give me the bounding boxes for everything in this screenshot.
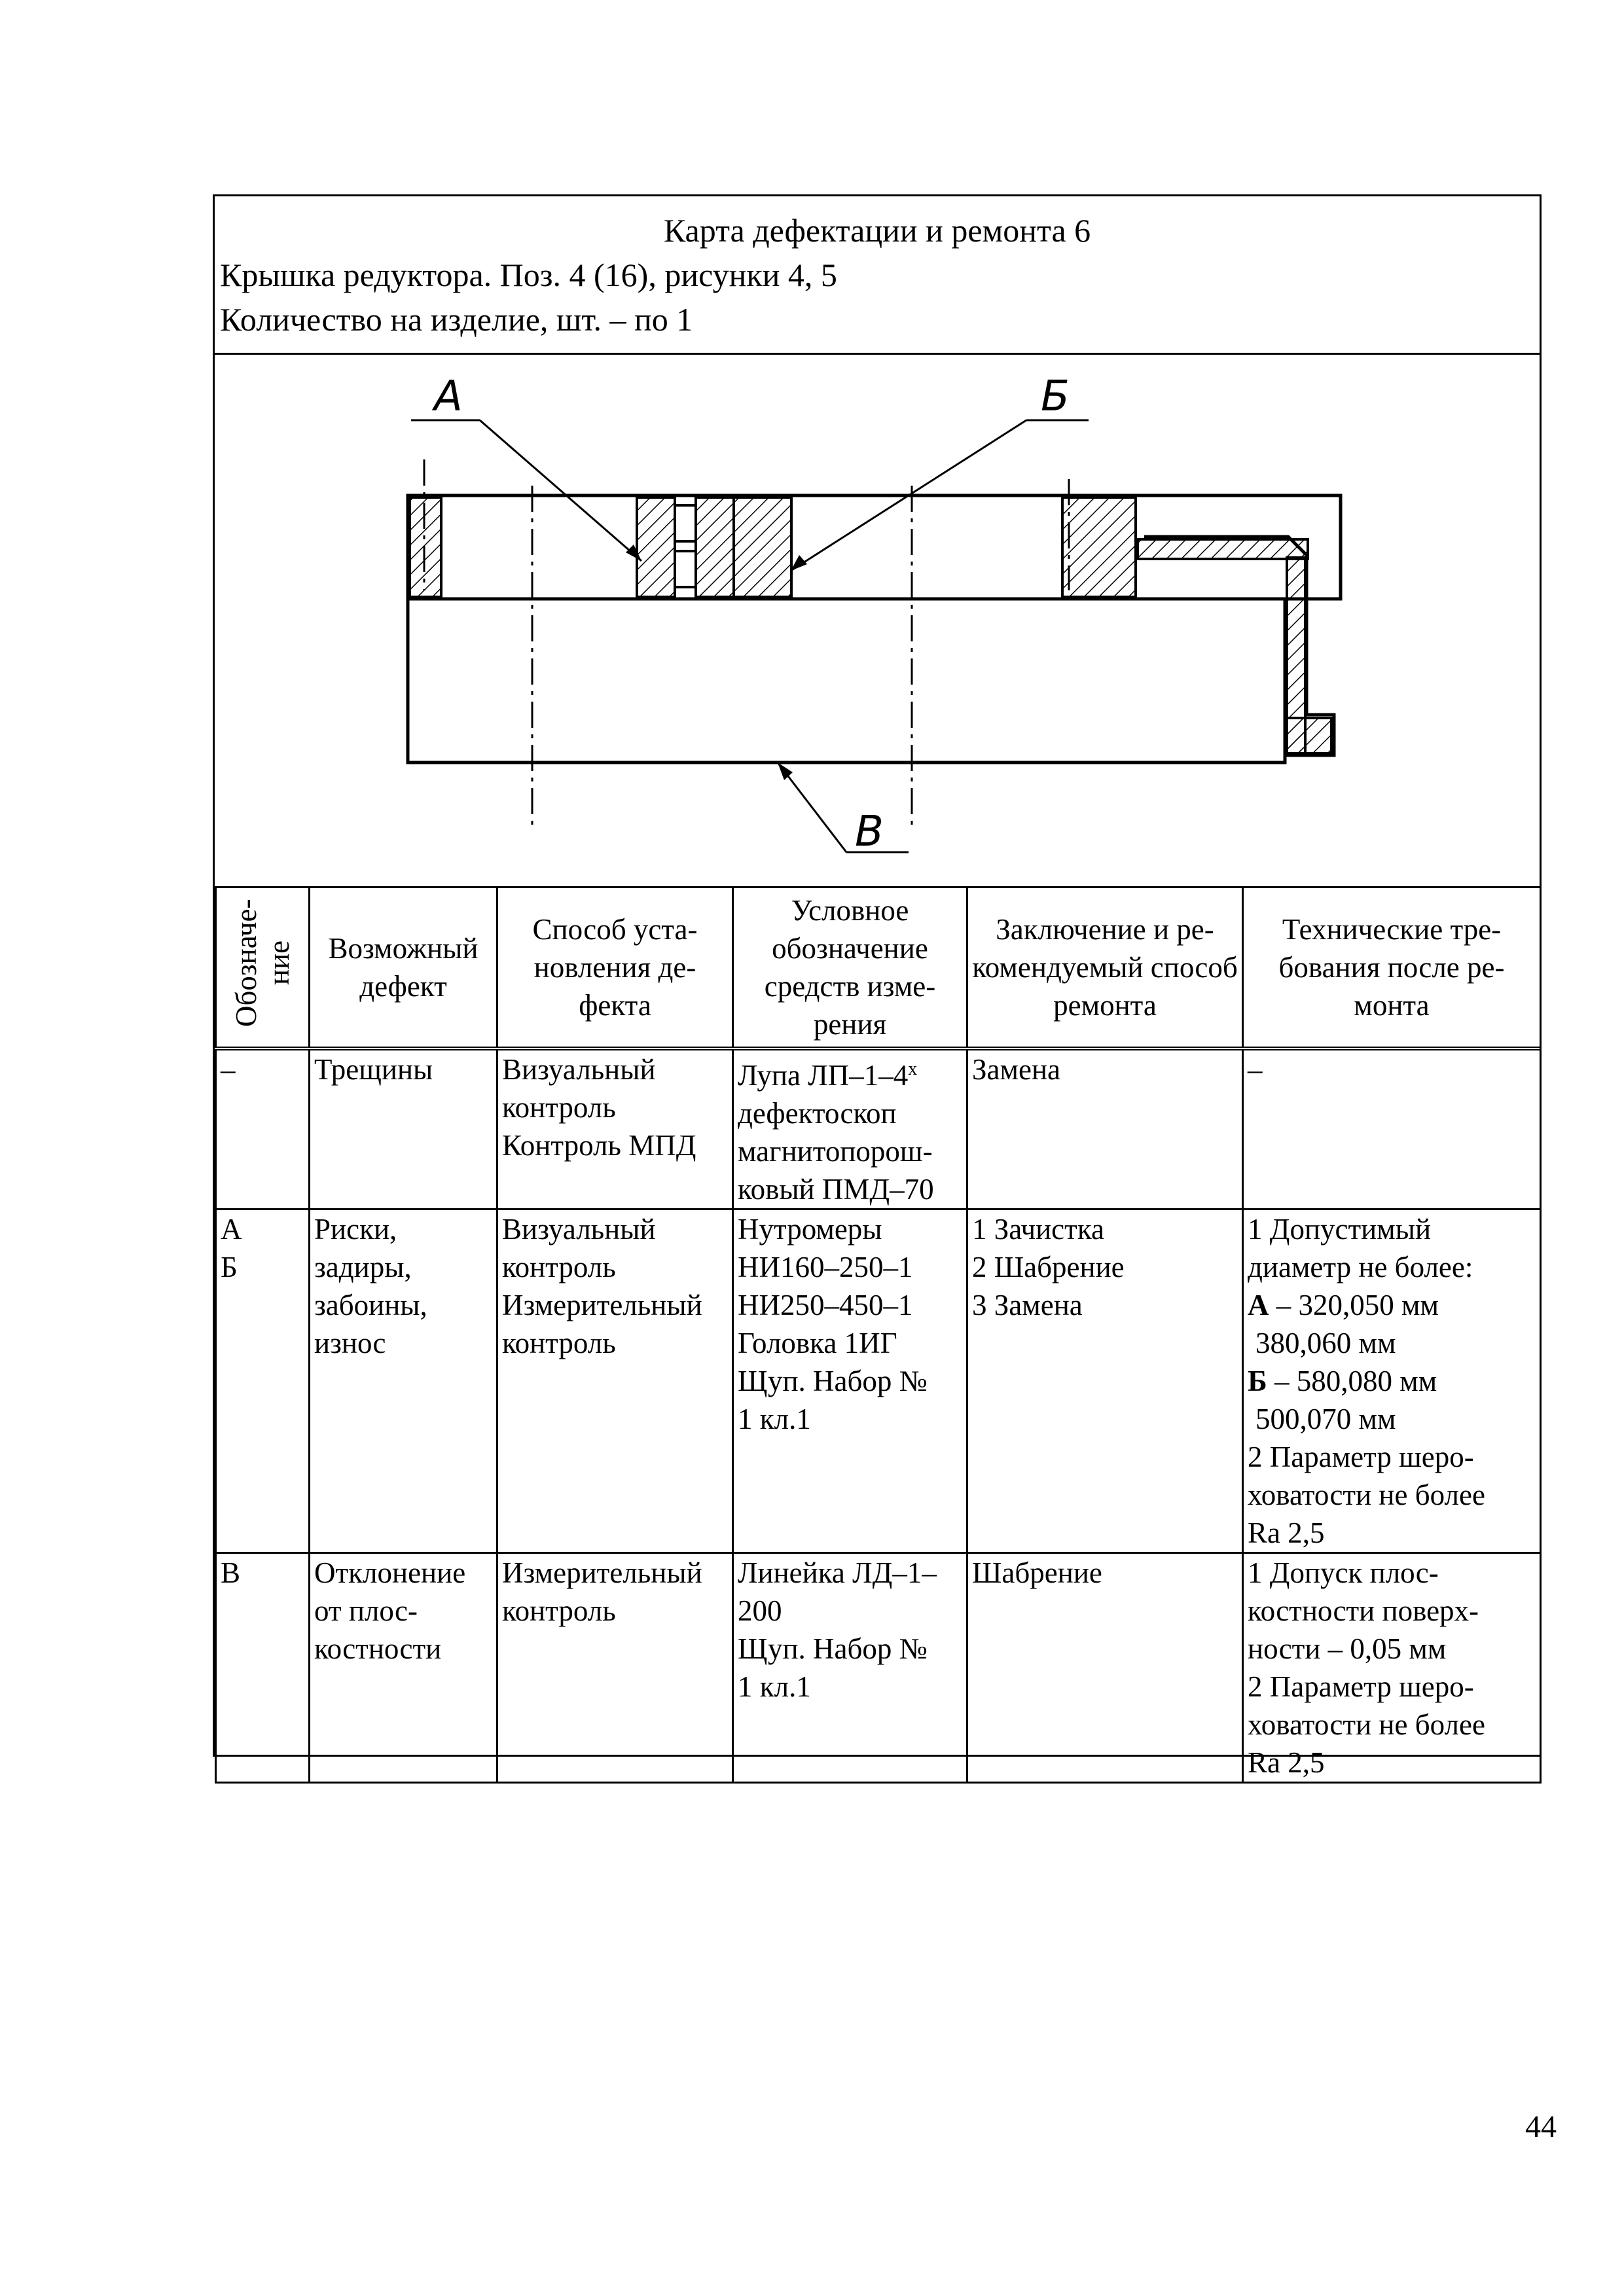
drawing-label-v: В xyxy=(855,808,884,856)
cell-method: Визуальный контроль Измерительный контроль xyxy=(497,1210,733,1553)
header-defect: Возможный дефект xyxy=(310,888,497,1049)
cell-tools: Линейка ЛД–1– 200 Щуп. Набор № 1 кл.1 xyxy=(733,1553,967,1783)
cell-method: Визуальный контроль Контроль МПД xyxy=(497,1049,733,1210)
drawing-label-b: Б xyxy=(1041,372,1070,421)
cell-requirements: 1 Допустимый диаметр не более: А – 320,050 мм 380,060 мм Б – 580,080 мм 500,070 мм 2 Параметр шеро- ховатости не более Ra 2,5 xyxy=(1243,1210,1541,1553)
header-tools: Условное обозначение средств изме-рения xyxy=(733,888,967,1049)
table-row xyxy=(216,1210,1541,1553)
cell-designation: В xyxy=(216,1553,310,1783)
quantity-line: Количество на изделие, шт. – по 1 xyxy=(220,301,693,338)
card-title: Карта дефектации и ремонта 6 xyxy=(663,212,1091,249)
table-header-row xyxy=(216,888,1541,1049)
cell-requirements: – xyxy=(1243,1049,1541,1210)
cell-tools: Лупа $ЛП-1-4^х$ дефектоскоп магнитопорош- ковый ПМД–70 xyxy=(733,1049,967,1210)
cell-designation: А Б xyxy=(216,1210,310,1553)
cell-conclusion: 1 Зачистка 2 Шабрение 3 Замена xyxy=(967,1210,1243,1553)
cell-method: Измерительный контроль xyxy=(497,1553,733,1783)
defects-table xyxy=(215,886,1542,1784)
header-requirements: Технические тре-бования после ре-монта xyxy=(1243,888,1541,1049)
reducer-cover-section-drawing xyxy=(215,355,1540,886)
cell-conclusion: Замена xyxy=(967,1049,1243,1210)
technical-drawing xyxy=(215,355,1540,886)
defect-card xyxy=(213,194,1542,1779)
cell-defect: Риски, задиры, забоины, износ xyxy=(310,1210,497,1553)
drawing-label-a: А xyxy=(434,372,463,421)
cell-defect: Трещины xyxy=(310,1049,497,1210)
table-row xyxy=(216,1553,1541,1783)
header-designation: Обозначе-ние xyxy=(216,888,310,1049)
cell-designation: – xyxy=(216,1049,310,1210)
part-name: Крышка редуктора. Поз. 4 (16), рисунки 4, 5 xyxy=(220,257,837,293)
card-header xyxy=(215,196,1540,355)
header-method: Способ уста-новления де-фекта xyxy=(497,888,733,1049)
cell-conclusion: Шабрение xyxy=(967,1553,1243,1783)
page-number: 44 xyxy=(1525,2109,1557,2144)
table-row xyxy=(216,1049,1541,1210)
header-conclusion: Заключение и ре-комендуемый способ ремонта xyxy=(967,888,1243,1049)
cell-tools: Нутромеры НИ160–250–1 НИ250–450–1 Головка 1ИГ Щуп. Набор № 1 кл.1 xyxy=(733,1210,967,1553)
cell-requirements: 1 Допуск плос- костности поверх- ности – 0,05 мм 2 Параметр шеро- ховатости не более Ra 2,5 xyxy=(1243,1553,1541,1783)
cell-defect: Отклонение от плос- костности xyxy=(310,1553,497,1783)
